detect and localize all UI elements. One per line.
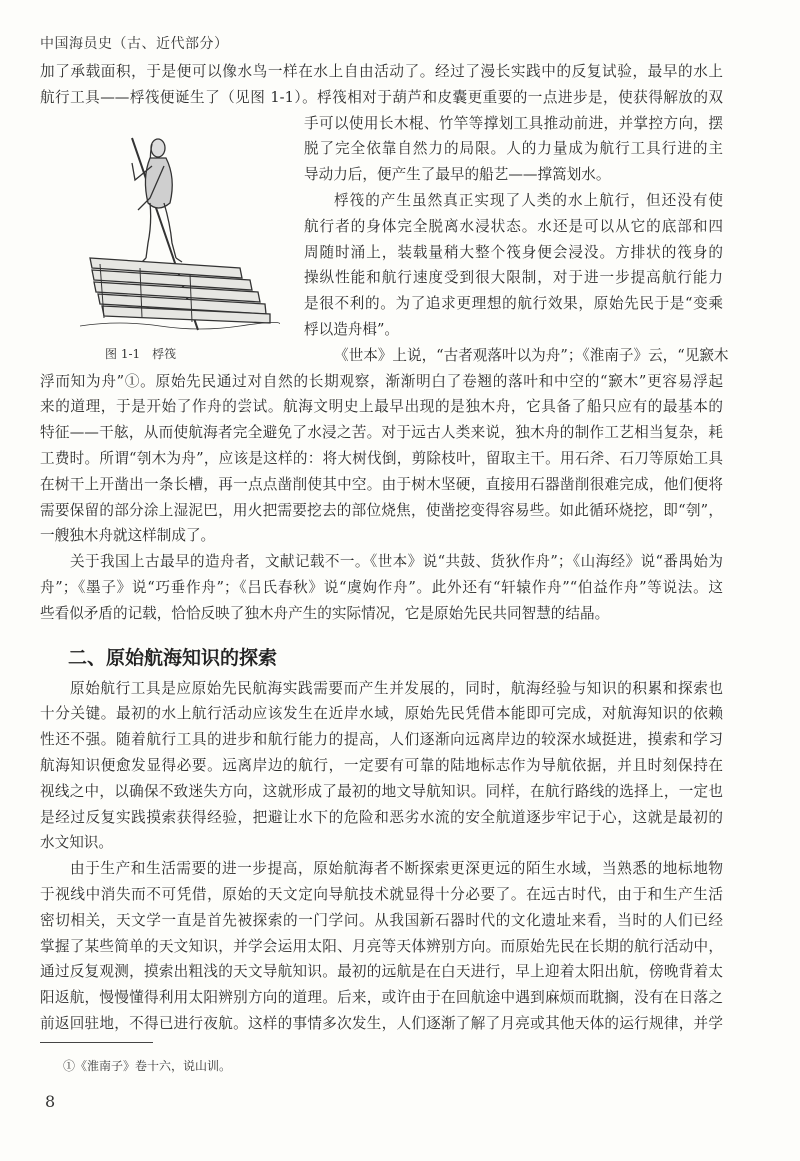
paragraph-line: 密切相关，天文学一直是首先被探索的一门学问。从我国新石器时代的文化遗址来看，当时的人们已经 [40,911,723,929]
paragraph-line: 航行者的身体完全脱离水浸状态。水还是可以从它的底部和四 [304,217,723,235]
paragraph-line: 阳返航，慢慢懂得利用太阳辨别方向的道理。后来，或许由于在回航途中遇到麻烦而耽搁，没有在日落之 [40,989,723,1007]
paragraph-line: 《世本》上说，“古者观落叶以为舟”；《淮南子》云，“见窾木 [334,346,729,364]
paragraph-line: 掌握了某些简单的天文知识，并学会运用太阳、月亮等天体辨别方向。而原始先民在长期的航行活动中， [40,937,723,955]
paragraph-line: 工费时。所谓“刳木为舟”，应该是这样的：将大树伐倒，剪除枝叶，留取主干。用石斧、石刀等原始工具 [40,449,723,467]
paragraph-line: 需要保留的部分涂上湿泥巴，用火把需要挖去的部位烧焦，使凿挖变得容易些。如此循环烧挖，即“刳”， [40,501,723,519]
paragraph-line: 前返回驻地，不得已进行夜航。这样的事情多次发生，人们逐渐了解了月亮或其他天体的运行规律，并学 [40,1014,723,1032]
paragraph-line: 于视线中消失而不可凭借，原始的天文定向导航技术就显得十分必要了。在远古时代，由于和生产生活 [40,885,723,903]
paragraph-line: 浮而知为舟”①。原始先民通过对自然的长期观察，渐渐明白了卷翘的落叶和中空的“窾木”更容易浮起 [40,372,723,390]
paragraph-line: 航海知识便愈发显得必要。远离岸边的航行，一定要有可靠的陆地标志作为导航依据，并且时刻保持在 [40,756,723,774]
paragraph-line: 视线之中，以确保不致迷失方向，这就形成了最初的地文导航知识。同样，在航行路线的选择上，一定也 [40,782,723,800]
paragraph-line: 桴筏的产生虽然真正实现了人类的水上航行，但还没有使 [334,191,723,209]
paragraph-line: 通过反复观测，摸索出粗浅的天文导航知识。最初的远航是在白天进行，早上迎着太阳出航，傍晚背着太 [40,963,723,981]
paragraph-line: 操纵性能和航行速度受到很大限制，对于进一步提高航行能力 [304,269,723,287]
paragraph-line: 是经过反复实践摸索获得经验，把避让水下的危险和恶劣水流的安全航道逐步牢记于心，这就是最初的 [40,808,723,826]
paragraph-line: 航行工具——桴筏便诞生了（见图 1-1）。桴筏相对于葫芦和皮囊更重要的一点进步是，使获得解放的双 [40,88,723,106]
footnote: ①《淮南子》卷十六，说山训。 [63,1059,232,1073]
paragraph-line: 些看似矛盾的记载，恰恰反映了独木舟产生的实际情况，它是原始先民共同智慧的结晶。 [40,604,610,622]
running-head: 中国海员史（古、近代部分） [40,36,229,52]
paragraph-line: 性还不强。随着航行工具的进步和航行能力的提高，人们逐渐向远离岸边的较深水域挺进，摸索和学习 [40,731,723,749]
paragraph-line: 一艘独木舟就这样制成了。 [40,527,216,545]
paragraph-line: 是很不利的。为了追求更理想的航行效果，原始先民于是“变乘 [304,295,723,313]
paragraph-line: 加了承载面积，于是便可以像水鸟一样在水上自由活动了。经过了漫长实践中的反复试验，最早的水上 [40,63,723,80]
paragraph-line: 由于生产和生活需要的进一步提高，原始航海者不断探索更深更远的陌生水域，当熟悉的地标地物 [70,860,723,878]
paragraph-line: 原始航行工具是应原始先民航海实践需要而产生并发展的，同时，航海经验与知识的积累和探索也 [70,679,723,697]
paragraph-line: 关于我国上古最早的造舟者，文献记载不一。《世本》说“共鼓、货狄作舟”；《山海经》说“番禺始为 [70,553,723,571]
paragraph-line: 桴以造舟楫”。 [304,320,400,338]
paragraph-line: 导动力后，便产生了最早的船艺——撑篙划水。 [304,166,611,184]
paragraph-line: 十分关键。最初的水上航行活动应该发生在近岸水域，原始先民凭借本能即可完成，对航海知识的依赖 [40,705,723,723]
paragraph-line: 手可以使用长木棍、竹竿等撑划工具推动前进，并掌控方向，摆 [304,114,723,132]
paragraph-line: 水文知识。 [40,834,113,852]
paragraph-line: 舟”；《墨子》说“巧垂作舟”；《吕氏春秋》说“虞姁作舟”。此外还有“轩辕作舟”“伯益作舟”等说法。这 [40,578,723,596]
body-text [40,59,729,1037]
figure-caption: 图 1-1 桴筏 [105,347,177,361]
paragraph-line: 来的道理，于是开始了作舟的尝试。航海文明史上最早出现的是独木舟，它具备了船只应有的最基本的 [40,398,723,416]
footnote-divider [40,1042,153,1043]
paragraph-line: 在树干上开凿出一条长槽，再一点点凿削使其中空。由于树木坚硬，直接用石器凿削很难完成，他们便将 [40,475,723,493]
paragraph-line: 脱了完全依靠自然力的局限。人的力量成为航行工具行进的主 [304,140,723,158]
section-heading: 二、原始航海知识的探索 [68,646,278,669]
page-number: 8 [45,1092,56,1111]
paragraph-line: 特征——干舷，从而使航海者完全避免了水浸之苦。对于远古人类来说，独木舟的制作工艺相当复杂，耗 [40,424,723,442]
paragraph-line: 周随时涌上，装载量稍大整个筏身便会浸没。方排状的筏身的 [304,243,723,261]
